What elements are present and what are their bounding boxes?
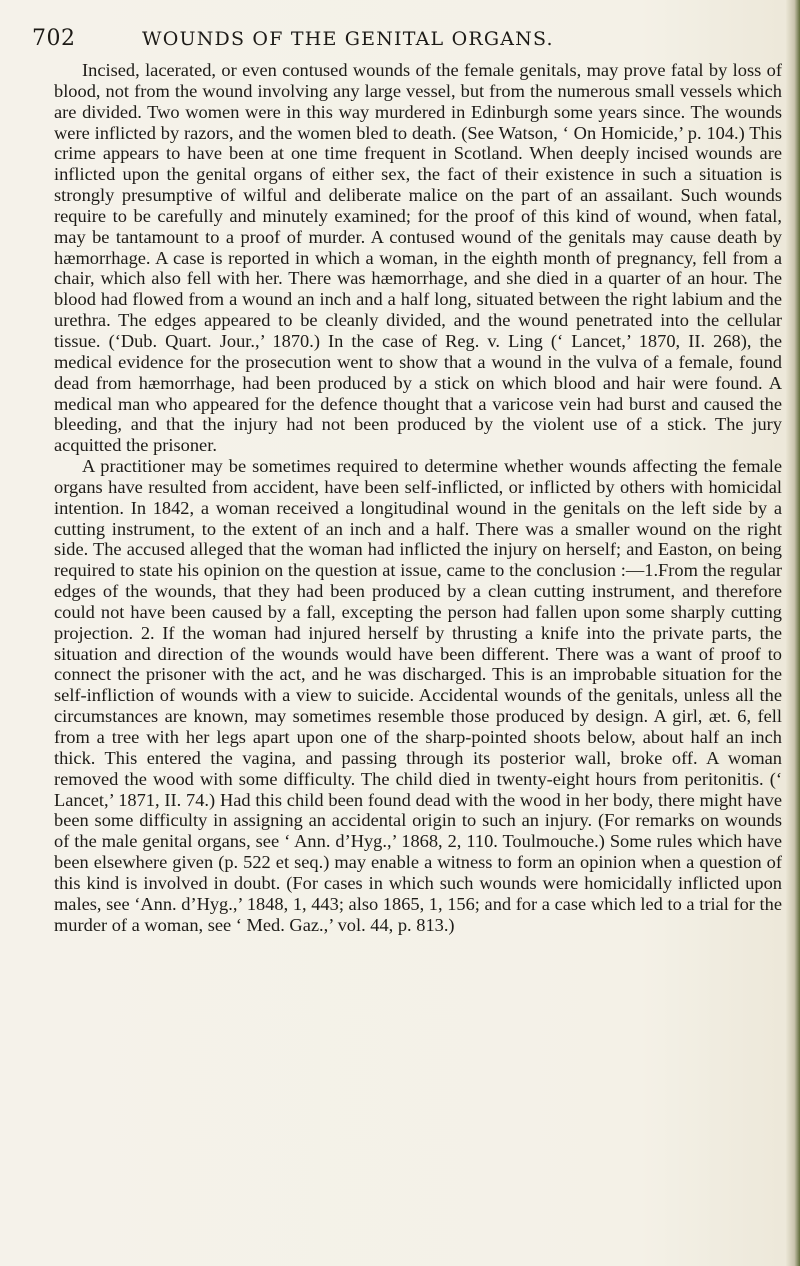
paragraph-accident-or-homicide: A practitioner may be sometimes required to determine whether wounds affecting the female organs have resulted from accident, have been self-inflicted, or inflicted by others with homicidal intention. In 1842, a woman received a longitudinal wound in the genitals on the left side by a cutting instrument, to the extent of an inch and a half. There was a smaller wound on the right side. The accused alleged that the woman had inflicted the injury on herself; and Easton, on being required to state his opinion on the question at issue, came to the conclusion :—1.From the regular edges of the wounds, that they had been produced by a clean cutting instrument, and therefore could not have been caused by a fall, excepting the person had fallen upon some sharply cutting projection. 2. If the woman had injured herself by thrusting a knife into the private parts, the situation and direction of the wounds would have been different. There was a want of proof to connect the prisoner with the act, and he was discharged. This is an improbable situation for the self-infliction of wounds with a view to suicide. Accidental wounds of the genitals, unless all the circumstances are known, may sometimes resemble those produced by design. A girl, æt. 6, fell from a tree with her legs apart upon one of the sharp-pointed shoots below, about half an inch thick. This entered the vagina, and passing through its posterior wall, broke off. A woman removed the wood with some difficulty. The child died in twenty-eight hours from peritonitis. (‘ Lancet,’ 1871, II. 74.) Had this child been found dead with the wood in her body, there might have been some difficulty in assigning an accidental origin to such an injury. (For remarks on wounds of the male genital organs, see ‘ Ann. d’Hyg.,’ 1868, 2, 110. Toulmouche.) Some rules which have been elsewhere given (p. 522 et seq.) may enable a witness to form an opinion when a question of this kind is involved in doubt. (For cases in which such wounds were homicidally inflicted upon males, see ‘Ann. d’Hyg.,’ 1848, 1, 443; also 1865, 1, 156; and for a case which led to a trial for the murder of a woman, see ‘ Med. Gaz.,’ vol. 44, p. 813.) (54, 456, 782, 935)
page-number: 702 (32, 26, 76, 51)
body-text (54, 60, 782, 935)
page-edge (786, 0, 800, 1266)
page-header (32, 26, 752, 56)
running-head: WOUNDS OF THE GENITAL ORGANS. (142, 28, 554, 50)
paragraph-incised-wounds: Incised, lacerated, or even contused wounds of the female genitals, may prove fatal by loss of blood, not from the wound involving any large vessel, but from the numerous small vessels which are divided. Two women were in this way murdered in Edinburgh some years since. The wounds were inflicted by razors, and the women bled to death. (See Watson, ‘ On Homicide,’ p. 104.) This crime appears to have been at one time frequent in Scotland. When deeply incised wounds are inflicted upon the genital organs of either sex, the fact of their existence in such a situation is strongly presumptive of wilful and deliberate malice on the part of an assailant. Such wounds require to be carefully and minutely examined; for the proof of this kind of wound, when fatal, may be tantamount to a proof of murder. A contused wound of the genitals may cause death by hæmorrhage. A case is reported in which a woman, in the eighth month of pregnancy, fell from a chair, which also fell with her. There was hæmorrhage, and she died in a quarter of an hour. The blood had flowed from a wound an inch and a half long, situated between the right labium and the urethra. The edges appeared to be cleanly divided, and the wound penetrated into the cellular tissue. (‘Dub. Quart. Jour.,’ 1870.) In the case of Reg. v. Ling (‘ Lancet,’ 1870, II. 268), the medical evidence for the prosecution went to show that a wound in the vulva of a female, found dead from hæmorrhage, had been produced by a stick on which blood and hair were found. A medical man who appeared for the defence thought that a varicose vein had burst and caused the bleeding, and that the injury had not been produced by the violent use of a stick. The jury acquitted the prisoner. (54, 60, 782, 456)
